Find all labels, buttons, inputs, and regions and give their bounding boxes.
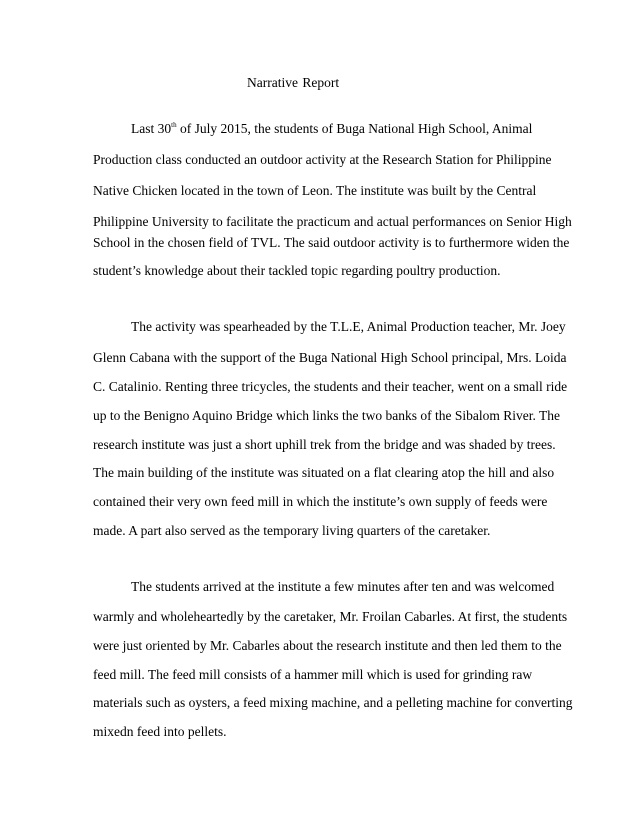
paragraph-2-line-6: The main building of the institute was situated on a flat clearing atop the hill and also (93, 465, 555, 480)
paragraph-1-line-4: Philippine University to facilitate the practicum and actual performances on Senior High (93, 214, 572, 229)
paragraph-3-line-3: were just oriented by Mr. Cabarles about the research institute and then led them to the (93, 638, 562, 653)
paragraph-1-line-3: Native Chicken located in the town of Leon. The institute was built by the Central (93, 183, 537, 198)
paragraph-2-line-1: The activity was spearheaded by the T.L.E, Animal Production teacher, Mr. Joey (131, 319, 566, 334)
paragraph-3-line-5: materials such as oysters, a feed mixing machine, and a pelleting machine for converting (93, 695, 573, 710)
date-text: Last 30 (131, 121, 172, 136)
paragraph-2-line-5: research institute was just a short uphill trek from the bridge and was shaded by trees. (93, 437, 556, 452)
paragraph-1-line-2: Production class conducted an outdoor activity at the Research Station for Philippine (93, 152, 552, 167)
paragraph-2-line-3: C. Catalinio. Renting three tricycles, the students and their teacher, went on a small ride (93, 379, 568, 394)
paragraph-1-line-1 (131, 120, 532, 138)
paragraph-3-line-6: mixedn feed into pellets. (93, 724, 227, 739)
ordinal-superscript: th (171, 121, 177, 129)
paragraph-3-line-2: warmly and wholeheartedly by the caretaker, Mr. Froilan Cabarles. At first, the students (93, 609, 568, 624)
paragraph-1-line-5: School in the chosen field of TVL. The said outdoor activity is to furthermore widen the (93, 235, 570, 250)
paragraph-2-line-7: contained their very own feed mill in which the institute’s own supply of feeds were (93, 494, 548, 509)
paragraph-3-line-1: The students arrived at the institute a few minutes after ten and was welcomed (131, 579, 555, 594)
paragraph-2-line-2: Glenn Cabana with the support of the Buga National High School principal, Mrs. Loida (93, 350, 567, 365)
document-title: Narrative Report (247, 75, 340, 90)
paragraph-1-line-1-rest: of July 2015, the students of Buga National High School, Animal (176, 121, 533, 136)
paragraph-1-line-6: student’s knowledge about their tackled topic regarding poultry production. (93, 263, 501, 278)
paragraph-3-line-4: feed mill. The feed mill consists of a hammer mill which is used for grinding raw (93, 667, 533, 682)
paragraph-2-line-4: up to the Benigno Aquino Bridge which links the two banks of the Sibalom River. The (93, 408, 560, 423)
paragraph-2-line-8: made. A part also served as the temporary living quarters of the caretaker. (93, 523, 491, 538)
